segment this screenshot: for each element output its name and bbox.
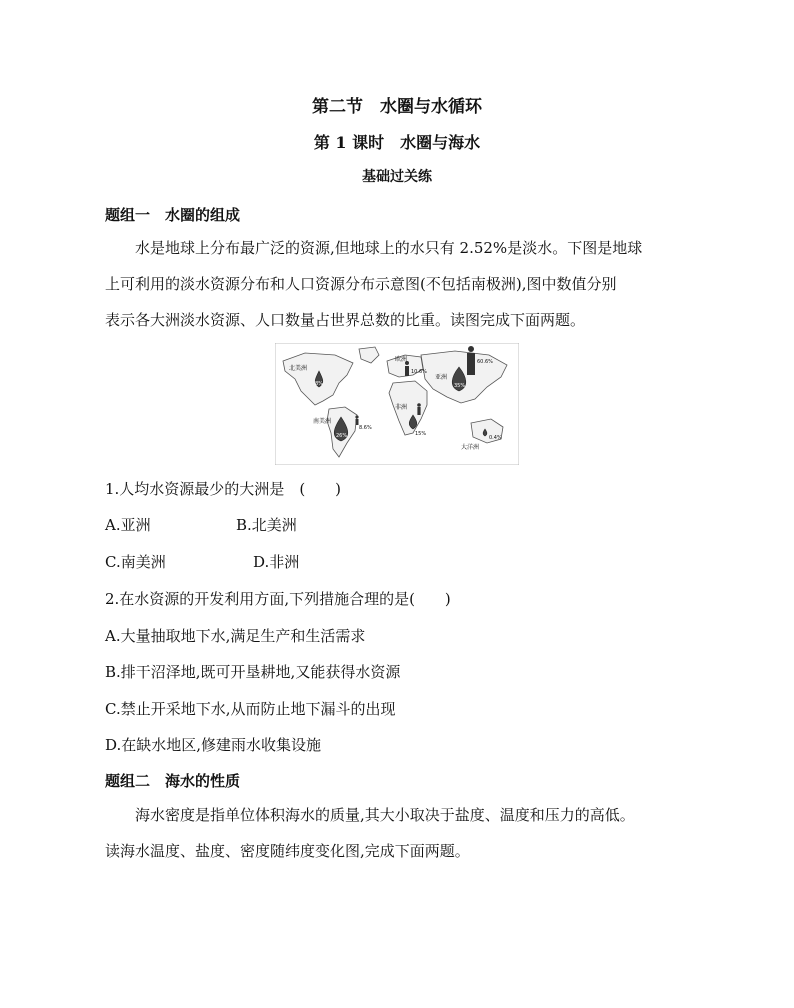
lesson-title: 第 1 课时 水圈与海水 [313, 133, 481, 152]
q2-stem: 2.在水资源的开发利用方面,下列措施合理的是( ) [105, 590, 451, 608]
world-water-map [275, 343, 519, 465]
value-na-water: 8% [315, 381, 323, 387]
intro2-line-1: 海水密度是指单位体积海水的质量,其大小取决于盐度、温度和压力的高低。 [135, 806, 635, 824]
label-africa: 非洲 [395, 404, 408, 411]
intro-line-3: 表示各大洲淡水资源、人口数量占世界总数的比重。读图完成下面两题。 [105, 311, 586, 329]
intro-line-2: 上可利用的淡水资源分布和人口资源分布示意图(不包括南极洲),图中数值分别 [105, 275, 617, 293]
sa-person-icon [355, 415, 358, 425]
q1-option-c: C.南美洲 [105, 553, 166, 571]
section-title: 第二节 水圈与水循环 [312, 97, 482, 117]
value-eu-pop: 10.6% [411, 369, 427, 375]
practice-title: 基础过关练 [362, 169, 432, 185]
value-oc-water: 0.4% [489, 435, 502, 441]
q2-option-c: C.禁止开采地下水,从而防止地下漏斗的出现 [105, 700, 396, 718]
label-oceania: 大洋洲 [461, 444, 480, 451]
value-asia-water: 35% [454, 383, 466, 389]
label-north-america: 北美洲 [289, 365, 308, 372]
group2-intro [105, 797, 725, 869]
group1-intro [105, 230, 705, 338]
value-af-water: 15% [415, 431, 427, 437]
af-person-icon [417, 403, 421, 415]
value-asia-pop: 60.6% [477, 359, 493, 365]
q1-option-b: B.北美洲 [236, 516, 297, 534]
intro2-line-2: 读海水温度、盐度、密度随纬度变化图,完成下面两题。 [105, 842, 470, 860]
intro-line-1: 水是地球上分布最广泛的资源,但地球上的水只有 2.52%是淡水。下图是地球 [135, 239, 643, 257]
q2-option-a: A.大量抽取地下水,满足生产和生活需求 [105, 627, 366, 645]
q2-option-b: B.排干沼泽地,既可开垦耕地,又能获得水资源 [105, 663, 401, 681]
label-south-america: 南美洲 [313, 418, 332, 425]
q1-option-d: D.非洲 [253, 553, 300, 571]
label-europe: 欧洲 [395, 356, 408, 363]
q1-stem: 1.人均水资源最少的大洲是 ( ) [105, 480, 342, 498]
eu-person-icon [405, 361, 409, 376]
label-asia: 亚洲 [435, 374, 448, 381]
q2-option-d: D.在缺水地区,修建雨水收集设施 [105, 736, 322, 754]
value-sa-water: 26% [336, 433, 348, 439]
group1-heading: 题组一 水圈的组成 [105, 206, 241, 224]
group2-heading: 题组二 海水的性质 [105, 772, 241, 790]
q1-option-a: A.亚洲 [105, 516, 151, 534]
value-sa-pop: 8.6% [359, 425, 372, 431]
